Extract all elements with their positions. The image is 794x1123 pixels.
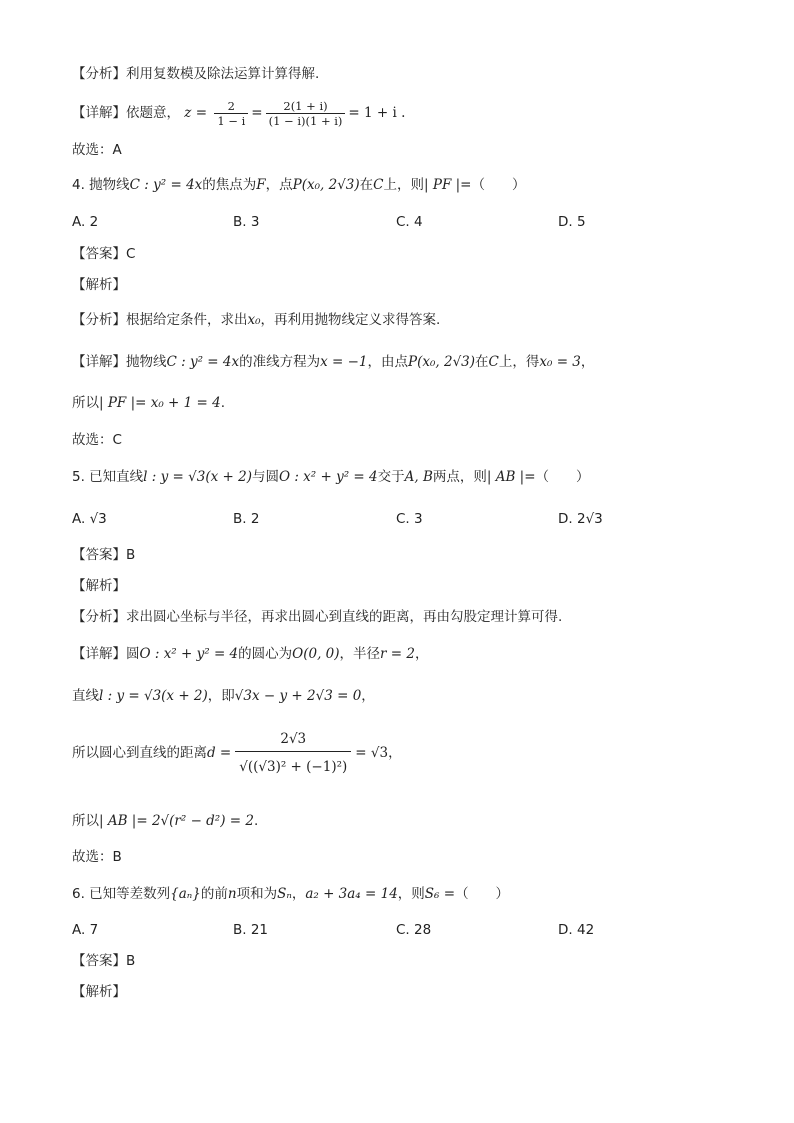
option-c: C. 4 xyxy=(396,214,423,230)
option-b: B. 2 xyxy=(233,511,260,527)
distance-fraction: $\frac{2√3}{\text{√((√3)² + (−1)²)}}$ xyxy=(235,729,351,778)
option-b: B. 3 xyxy=(233,214,260,230)
conclusion-line: 所以| AB |= 2√(r² − d²) = 2. xyxy=(72,813,259,829)
analysis-line xyxy=(72,64,319,84)
line-equation: 直线l : y = √3(x + 2)，即√3x − y + 2√3 = 0， xyxy=(72,688,375,704)
answer-line: 【答案】C xyxy=(72,246,136,262)
option-d: D. 2√3 xyxy=(558,511,603,527)
question-4: 4. 抛物线C : y² = 4x的焦点为F，点P(x₀, 2√3)在C上，则| PF |=（ ） xyxy=(72,177,526,193)
equation-result: = 1 + i . xyxy=(348,105,406,121)
detail-line: 【详解】圆O : x² + y² = 4的圆心为O(0, 0)，半径r = 2， xyxy=(72,646,429,662)
section-tag: 【详解】 xyxy=(72,105,126,121)
explanation-heading: 【解析】 xyxy=(72,578,126,594)
distance-line: 所以圆心到直线的距离d = $\frac{2√3}{\text{√((√3)² + (−1)²)}}$ = √3， xyxy=(72,728,402,778)
section-tag: 【分析】 xyxy=(72,66,126,82)
question-6: 6. 已知等差数列{aₙ}的前n项和为Sₙ，a₂ + 3a₄ = 14，则S₆ =（ ） xyxy=(72,886,510,902)
answer-line: 【答案】B xyxy=(72,547,136,563)
detail-line: 【详解】依题意， z = $\frac{2}{1 - i}$ = $\frac{2(1 + i)}{(1 - i)(1 + i)}$ = 1 + i . xyxy=(72,98,406,128)
explanation-heading: 【解析】 xyxy=(72,277,126,293)
fraction-2: $\frac{2(1 + i)}{(1 - i)(1 + i)}$ xyxy=(266,99,346,128)
option-d: D. 5 xyxy=(558,214,586,230)
analysis-text: 利用复数模及除法运算计算得解. xyxy=(126,66,320,82)
question-5: 5. 已知直线l : y = √3(x + 2)与圆O : x² + y² = 4交于A, B两点，则| AB |=（ ） xyxy=(72,469,590,485)
choice-line: 故选：A xyxy=(72,142,122,158)
choice-line: 故选：B xyxy=(72,849,122,865)
conclusion-line: 所以| PF |= x₀ + 1 = 4. xyxy=(72,395,226,411)
analysis-line: 【分析】求出圆心坐标与半径，再求出圆心到直线的距离，再由勾股定理计算可得. xyxy=(72,609,563,625)
analysis-line: 【分析】根据给定条件，求出x₀，再利用抛物线定义求得答案. xyxy=(72,312,441,328)
equation-lhs: z = xyxy=(184,105,208,121)
option-d: D. 42 xyxy=(558,922,595,938)
option-a: A. √3 xyxy=(72,511,107,527)
choice-line: 故选：C xyxy=(72,432,122,448)
detail-line: 【详解】抛物线C : y² = 4x的准线方程为x = −1，由点P(x₀, 2√3)在C上，得x₀ = 3， xyxy=(72,354,595,370)
option-a: A. 7 xyxy=(72,922,99,938)
answer-line: 【答案】B xyxy=(72,953,136,969)
fraction-1: $\frac{2}{1 - i}$ xyxy=(214,99,248,128)
explanation-heading: 【解析】 xyxy=(72,984,126,1000)
option-c: C. 28 xyxy=(396,922,432,938)
detail-text: 依题意， xyxy=(126,105,180,121)
option-a: A. 2 xyxy=(72,214,99,230)
option-b: B. 21 xyxy=(233,922,269,938)
option-c: C. 3 xyxy=(396,511,423,527)
